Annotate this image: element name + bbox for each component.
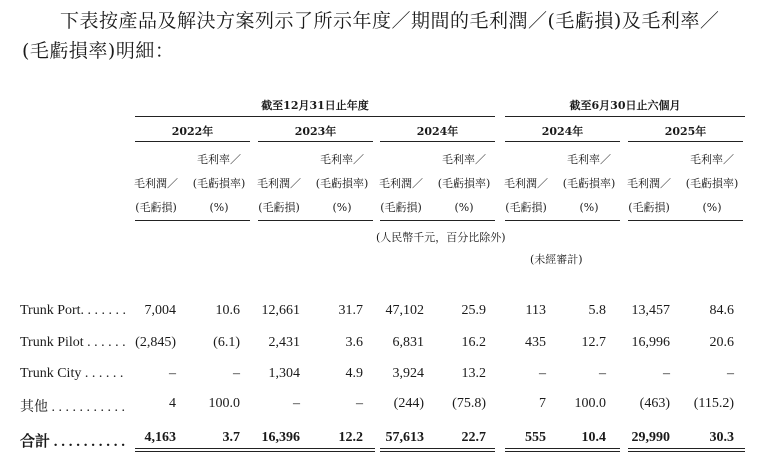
row-label: Trunk Port. . . . . . . bbox=[20, 303, 127, 318]
col-header-margin-0 bbox=[187, 148, 251, 220]
col-header-margin-line: 毛利率／ bbox=[690, 153, 734, 166]
col-header-margin-line: (%) bbox=[332, 201, 352, 214]
year-header-0: 2022年 bbox=[171, 125, 214, 138]
col-header-margin-line: (毛虧損率) bbox=[315, 177, 369, 190]
intro-paragraph bbox=[22, 6, 752, 66]
col-header-profit-line: (毛虧損) bbox=[135, 201, 177, 214]
col-header-margin-4 bbox=[680, 148, 744, 220]
total-double-rule-3 bbox=[505, 448, 620, 452]
col-header-profit-line: (毛虧損) bbox=[505, 201, 547, 214]
table-cell: (463) bbox=[639, 396, 670, 411]
table-cell: 2,431 bbox=[268, 335, 300, 350]
col-header-profit-line: 毛利潤／ bbox=[134, 177, 178, 190]
col-header-margin-3 bbox=[557, 148, 621, 220]
currency-note: (人民幣千元，百分比除外) bbox=[376, 231, 506, 244]
col-header-profit-line: (毛虧損) bbox=[258, 201, 300, 214]
col-header-profit-line: 毛利潤／ bbox=[504, 177, 548, 190]
table-cell: 5.8 bbox=[588, 303, 606, 318]
table-cell: 7,004 bbox=[144, 303, 176, 318]
header-bottom-rule-2 bbox=[380, 220, 495, 221]
header-bottom-rule-1 bbox=[258, 220, 373, 221]
table-cell: – bbox=[293, 396, 300, 411]
total-cell: 12.2 bbox=[338, 430, 363, 445]
table-cell: 20.6 bbox=[709, 335, 734, 350]
year-header-3: 2024年 bbox=[541, 125, 584, 138]
col-header-margin-line: (%) bbox=[454, 201, 474, 214]
table-cell: 16,996 bbox=[631, 335, 670, 350]
unaudited-note: (未經審計) bbox=[530, 253, 583, 266]
year-rule-2 bbox=[380, 141, 495, 142]
table-cell: 12.7 bbox=[581, 335, 606, 350]
total-cell: 16,396 bbox=[261, 430, 300, 445]
row-label: Trunk Pilot . . . . . . bbox=[20, 335, 126, 350]
col-header-margin-2 bbox=[432, 148, 496, 220]
group-rule-year bbox=[135, 116, 495, 117]
table-cell: 4.9 bbox=[345, 366, 363, 381]
table-cell: – bbox=[356, 396, 363, 411]
table-cell: 1,304 bbox=[268, 366, 300, 381]
table-cell: (2,845) bbox=[135, 335, 176, 350]
year-rule-1 bbox=[258, 141, 373, 142]
group-header-year: 截至12月31日止年度 bbox=[261, 99, 369, 112]
col-header-profit-2 bbox=[376, 172, 426, 220]
col-header-margin-line: 毛利率／ bbox=[197, 153, 241, 166]
table-cell: 16.2 bbox=[461, 335, 486, 350]
table-cell: 31.7 bbox=[338, 303, 363, 318]
total-cell: 10.4 bbox=[581, 430, 606, 445]
col-header-margin-line: 毛利率／ bbox=[567, 153, 611, 166]
table-cell: 10.6 bbox=[215, 303, 240, 318]
table-cell: 4 bbox=[169, 396, 176, 411]
total-cell: 22.7 bbox=[461, 430, 486, 445]
table-cell: – bbox=[599, 366, 606, 381]
table-cell: 13,457 bbox=[631, 303, 670, 318]
table-cell: 7 bbox=[539, 396, 546, 411]
table-cell: 47,102 bbox=[385, 303, 424, 318]
year-header-4: 2025年 bbox=[664, 125, 707, 138]
col-header-margin-line: (%) bbox=[209, 201, 229, 214]
table-cell: 3.6 bbox=[345, 335, 363, 350]
table-cell: 100.0 bbox=[208, 396, 240, 411]
col-header-profit-3 bbox=[501, 172, 551, 220]
total-row-label: 合計 . . . . . . . . . . bbox=[20, 434, 126, 450]
total-cell: 57,613 bbox=[385, 430, 424, 445]
header-bottom-rule-3 bbox=[505, 220, 620, 221]
row-label: 其他 . . . . . . . . . . . bbox=[20, 400, 125, 415]
col-header-profit-0 bbox=[131, 172, 181, 220]
total-cell: 555 bbox=[525, 430, 546, 445]
table-cell: 12,661 bbox=[261, 303, 300, 318]
year-rule-0 bbox=[135, 141, 250, 142]
col-header-profit-line: 毛利潤／ bbox=[627, 177, 671, 190]
table-cell: 6,831 bbox=[392, 335, 424, 350]
col-header-margin-line: (毛虧損率) bbox=[437, 177, 491, 190]
col-header-margin-line: (毛虧損率) bbox=[685, 177, 739, 190]
col-header-profit-line: 毛利潤／ bbox=[379, 177, 423, 190]
year-rule-4 bbox=[628, 141, 743, 142]
total-double-rule-2 bbox=[380, 448, 495, 452]
total-double-rule-4 bbox=[628, 448, 745, 452]
col-header-profit-line: (毛虧損) bbox=[628, 201, 670, 214]
col-header-profit-line: 毛利潤／ bbox=[257, 177, 301, 190]
table-cell: – bbox=[539, 366, 546, 381]
col-header-margin-line: (毛虧損率) bbox=[192, 177, 246, 190]
total-cell: 4,163 bbox=[144, 430, 176, 445]
table-cell: 435 bbox=[525, 335, 546, 350]
total-cell: 3.7 bbox=[222, 430, 240, 445]
table-cell: – bbox=[727, 366, 734, 381]
col-header-profit-4 bbox=[624, 172, 674, 220]
table-cell: (75.8) bbox=[452, 396, 486, 411]
group-rule-period bbox=[505, 116, 745, 117]
row-label: Trunk City . . . . . . bbox=[20, 366, 124, 381]
table-cell: (6.1) bbox=[213, 335, 240, 350]
col-header-margin-line: 毛利率／ bbox=[442, 153, 486, 166]
intro-line-2: (毛虧損率)明細： bbox=[22, 40, 175, 62]
header-bottom-rule-0 bbox=[135, 220, 250, 221]
table-cell: (115.2) bbox=[693, 396, 734, 411]
total-cell: 30.3 bbox=[709, 430, 734, 445]
table-cell: 100.0 bbox=[574, 396, 606, 411]
table-cell: 3,924 bbox=[392, 366, 424, 381]
table-cell: – bbox=[169, 366, 176, 381]
table-cell: 25.9 bbox=[461, 303, 486, 318]
intro-line-1: 下表按產品及解決方案列示了所示年度／期間的毛利潤／(毛虧損)及毛利率／ bbox=[60, 10, 720, 32]
group-header-period: 截至6月30日止六個月 bbox=[569, 99, 681, 112]
col-header-margin-line: 毛利率／ bbox=[320, 153, 364, 166]
header-bottom-rule-4 bbox=[628, 220, 743, 221]
table-cell: (244) bbox=[393, 396, 424, 411]
table-cell: 113 bbox=[525, 303, 546, 318]
year-rule-3 bbox=[505, 141, 620, 142]
table-cell: 84.6 bbox=[709, 303, 734, 318]
col-header-margin-1 bbox=[310, 148, 374, 220]
total-cell: 29,990 bbox=[631, 430, 670, 445]
table-cell: – bbox=[233, 366, 240, 381]
col-header-profit-1 bbox=[254, 172, 304, 220]
year-header-1: 2023年 bbox=[294, 125, 337, 138]
col-header-margin-line: (毛虧損率) bbox=[562, 177, 616, 190]
col-header-profit-line: (毛虧損) bbox=[380, 201, 422, 214]
total-double-rule-1 bbox=[135, 448, 375, 452]
col-header-margin-line: (%) bbox=[702, 201, 722, 214]
table-cell: – bbox=[663, 366, 670, 381]
year-header-2: 2024年 bbox=[416, 125, 459, 138]
col-header-margin-line: (%) bbox=[579, 201, 599, 214]
table-cell: 13.2 bbox=[461, 366, 486, 381]
